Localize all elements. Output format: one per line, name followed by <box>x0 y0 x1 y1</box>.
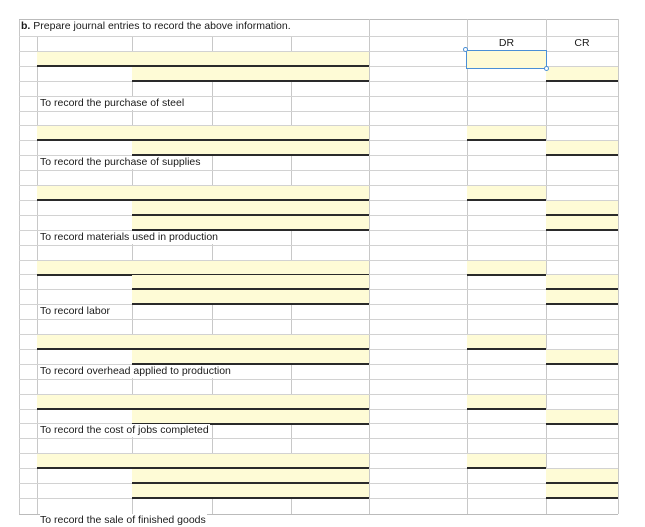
entry-description: To record overhead applied to production <box>40 365 231 377</box>
entry-description: To record the purchase of supplies <box>40 156 201 168</box>
credit-amount-field[interactable] <box>546 410 618 423</box>
debit-field-underline <box>467 139 546 141</box>
grid-row-line <box>19 245 618 246</box>
grid-row-line <box>19 438 618 439</box>
instruction-text: Prepare journal entries to record the above information. <box>30 20 291 32</box>
account-field-underline <box>132 497 369 499</box>
grid-top-border <box>19 19 618 20</box>
selection-handle-top-left[interactable] <box>463 47 468 52</box>
credit-amount-field[interactable] <box>546 67 618 80</box>
debit-amount-field[interactable] <box>467 261 546 274</box>
credit-column-header: CR <box>574 37 590 49</box>
credit-amount-field[interactable] <box>546 141 618 154</box>
credit-field-underline <box>546 154 618 156</box>
credit-account-field[interactable] <box>132 469 369 482</box>
account-field-underline <box>132 303 369 305</box>
credit-amount-field[interactable] <box>546 290 618 303</box>
credit-field-underline <box>546 497 618 499</box>
credit-amount-field[interactable] <box>546 469 618 482</box>
debit-account-field[interactable] <box>37 52 369 65</box>
instruction-label: b. <box>21 20 31 32</box>
credit-account-field[interactable] <box>132 201 369 214</box>
grid-column-line <box>369 36 370 514</box>
grid-column-line <box>467 19 468 36</box>
grid-right-border <box>618 19 619 514</box>
debit-field-underline <box>467 274 546 276</box>
debit-amount-field[interactable] <box>467 395 546 408</box>
credit-field-underline <box>546 80 618 82</box>
debit-account-field[interactable] <box>37 335 369 348</box>
account-field-underline <box>132 80 369 82</box>
credit-amount-field[interactable] <box>546 484 618 497</box>
selected-debit-cell[interactable] <box>466 50 547 69</box>
grid-row-line <box>19 319 618 320</box>
credit-account-field[interactable] <box>132 410 369 423</box>
debit-account-field[interactable] <box>37 126 369 139</box>
debit-amount-field[interactable] <box>467 186 546 199</box>
entry-description: To record labor <box>40 305 111 317</box>
grid-row-line <box>19 170 618 171</box>
entry-description: To record materials used in production <box>40 231 219 243</box>
debit-field-underline <box>467 467 546 469</box>
debit-account-field[interactable] <box>37 261 369 274</box>
credit-field-underline <box>546 229 618 231</box>
credit-account-field[interactable] <box>132 216 369 229</box>
grid-row-line <box>19 111 618 112</box>
credit-amount-field[interactable] <box>546 350 618 363</box>
credit-account-field[interactable] <box>132 290 369 303</box>
credit-account-field[interactable] <box>132 67 369 80</box>
debit-amount-field[interactable] <box>467 454 546 467</box>
credit-account-field[interactable] <box>132 141 369 154</box>
credit-field-underline <box>546 423 618 425</box>
grid-row-line <box>19 379 618 380</box>
credit-amount-field[interactable] <box>546 201 618 214</box>
debit-account-field[interactable] <box>37 454 369 467</box>
entry-description: To record the cost of jobs completed <box>40 424 209 436</box>
debit-amount-field[interactable] <box>467 335 546 348</box>
credit-account-field[interactable] <box>132 484 369 497</box>
credit-account-field[interactable] <box>132 350 369 363</box>
debit-account-field[interactable] <box>37 395 369 408</box>
grid-column-line <box>546 19 547 36</box>
debit-amount-field[interactable] <box>467 126 546 139</box>
credit-account-field[interactable] <box>132 275 369 288</box>
debit-field-underline <box>467 408 546 410</box>
entry-description: To record the sale of finished goods <box>40 514 206 526</box>
credit-field-underline <box>546 303 618 305</box>
grid-left-border <box>19 19 20 514</box>
grid-column-line <box>369 19 370 36</box>
debit-field-underline <box>467 348 546 350</box>
credit-field-underline <box>546 363 618 365</box>
credit-amount-field[interactable] <box>546 216 618 229</box>
selection-handle-bottom-right[interactable] <box>544 66 549 71</box>
credit-amount-field[interactable] <box>546 275 618 288</box>
debit-account-field[interactable] <box>37 186 369 199</box>
grid-row-line <box>19 36 618 37</box>
debit-field-underline <box>467 199 546 201</box>
instruction <box>21 20 291 33</box>
debit-column-header: DR <box>498 37 515 49</box>
entry-description: To record the purchase of steel <box>40 97 185 109</box>
